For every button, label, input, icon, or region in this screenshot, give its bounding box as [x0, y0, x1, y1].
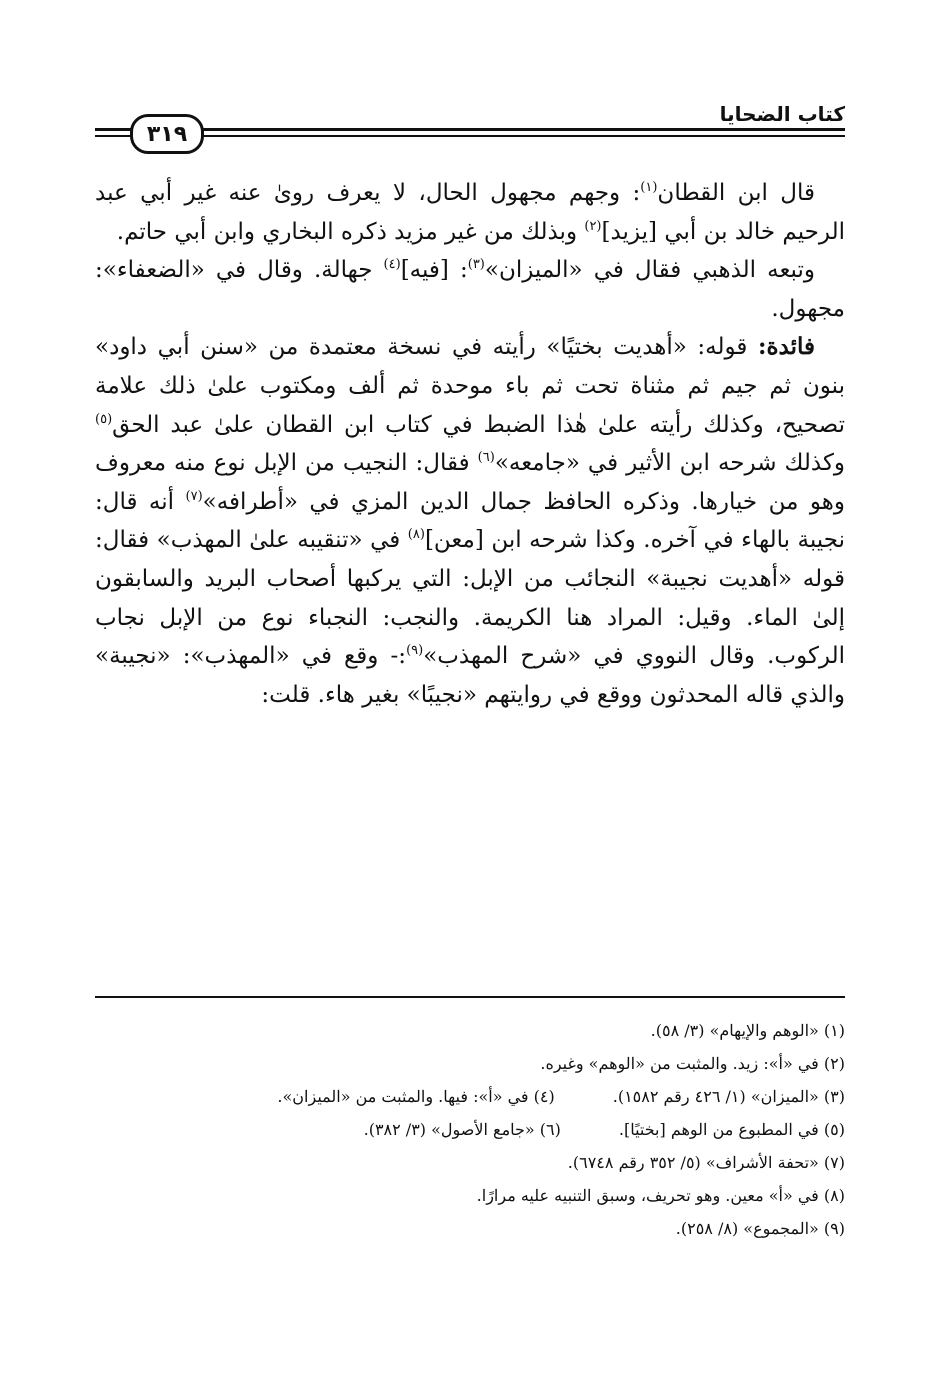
- footnote-8: (٨) في «أ» معين. وهو تحريف، وسبق التنبيه عليه مرارًا.: [476, 1186, 845, 1205]
- page-number: ٣١٩: [130, 114, 204, 154]
- text-run: فقال: النجيب من الإبل نوع منه معروف وهو من خيارها. وذكره الحافظ جمال الدين المزي في «أطرافه»: [95, 450, 845, 515]
- footnote-separator: [95, 996, 845, 998]
- text-run: قال ابن القطان: [657, 180, 815, 206]
- text-run: :- وقع في «المهذب»: «نجيبة» والذي قاله المحدثون ووقع في روايتهم «نجيبًا» بغير هاء. قلت:: [95, 643, 845, 708]
- footnote-4: (٤) في «أ»: فيها. والمثبت من «الميزان».: [277, 1087, 555, 1106]
- text-run: وكذلك شرحه ابن الأثير في «جامعه»: [494, 450, 845, 477]
- footnote-ref-1: (١): [640, 180, 658, 195]
- footnote-5: (٥) في المطبوع من الوهم [بختيًا].: [618, 1120, 845, 1139]
- header-rule-thin: [95, 135, 845, 137]
- text-run: وبذلك من غير مزيد ذكره البخاري وابن أبي حاتم.: [116, 218, 585, 245]
- footnote-row: [95, 1146, 845, 1179]
- footnote-9: (٩) «المجموع» (٨/ ٢٥٨).: [675, 1219, 845, 1238]
- header-rule-thick: [95, 128, 845, 131]
- footnote-ref-3: (٣): [467, 257, 485, 273]
- footnote-ref-6: (٦): [477, 450, 495, 466]
- footnote-ref-4: (٤): [383, 257, 401, 273]
- paragraph-2: [95, 251, 845, 328]
- paragraph-3: [95, 328, 845, 714]
- footnote-3: (٣) «الميزان» (١/ ٤٢٦ رقم ١٥٨٢).: [612, 1087, 845, 1106]
- paragraph-1: [95, 174, 845, 251]
- text-run: وتبعه الذهبي فقال في «الميزان»: [484, 257, 816, 284]
- text-run: : وجهم مجهول الحال، لا يعرف روىٰ عنه غير أبي عبد الرحيم خالد بن أبي [يزيد]: [95, 180, 845, 245]
- footnote-row: [95, 1113, 845, 1146]
- page-header: [95, 98, 845, 154]
- footnote-row: [95, 1047, 845, 1080]
- footnote-ref-9: (٩): [406, 643, 424, 659]
- footnote-ref-5: (٥): [95, 411, 113, 427]
- footnote-ref-2: (٢): [584, 218, 602, 234]
- footnote-row: [95, 1014, 845, 1047]
- footnote-row: [95, 1080, 845, 1113]
- text-run: جهالة. وقال في «الضعفاء»: مجهول.: [95, 257, 845, 322]
- footnote-row: [95, 1179, 845, 1212]
- footnote-2: (٢) في «أ»: زيد. والمثبت من «الوهم» وغيره.: [540, 1054, 845, 1073]
- text-run: : [فيه]: [400, 257, 468, 284]
- text-run: قوله: «أهديت بختيًا» رأيته في نسخة معتمدة من «سنن أبي داود» بنون ثم جيم ثم مثناة تحت ثم باء موحدة ثم ألف ومكتوب علىٰ ذلك علامة تصحيح، وكذلك رأيته علىٰ هٰذا الضبط في كتاب ابن القطان علىٰ عبد الحق: [95, 334, 845, 438]
- footnote-ref-7: (٧): [185, 488, 203, 504]
- main-text: [95, 174, 845, 714]
- footnote-6: (٦) «جامع الأصول» (٣/ ٣٨٢).: [363, 1120, 561, 1139]
- footnote-ref-8: (٨): [407, 527, 425, 543]
- footnote-1: (١) «الوهم والإيهام» (٣/ ٥٨).: [650, 1021, 845, 1040]
- text-run: أنه قال: نجيبة بالهاء في آخره. وكذا شرحه ابن [معن]: [95, 488, 845, 554]
- footnote-7: (٧) «تحفة الأشراف» (٥/ ٣٥٢ رقم ٦٧٤٨).: [567, 1153, 845, 1172]
- footnotes: [95, 1014, 845, 1245]
- text-run: في «تنقيبه علىٰ المهذب» فقال: قوله «أهديت نجيبة» النجائب من الإبل: التي يركبها أصحاب البريد والسابقون إلىٰ الماء. وقيل: المراد هنا الكريمة. والنجب: النجباء نوع من الإبل نجاب الركوب. وقال النووي في «شرح المهذب»: [95, 527, 846, 670]
- footnote-row: [95, 1212, 845, 1245]
- running-title: كتاب الضحايا: [719, 102, 845, 126]
- note-label: فائدة:: [757, 333, 815, 361]
